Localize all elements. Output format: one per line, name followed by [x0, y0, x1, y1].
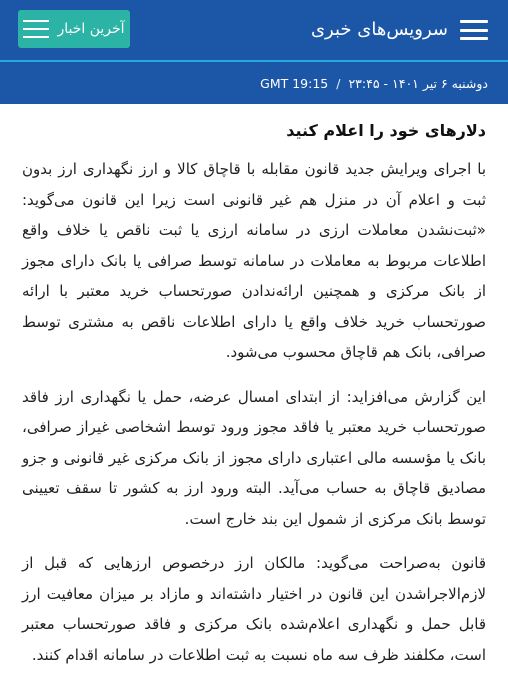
date-bar — [0, 62, 508, 104]
article-date: دوشنبه ۶ تیر ۱۴۰۱ - ۲۳:۴۵ — [348, 75, 488, 91]
article-paragraph-2: این گزارش می‌افزاید: از ابتدای امسال عرضه، حمل یا نگهداری ارز فاقد صورتحساب خرید معتبر یا فاقد مجوز ورود توسط اشخاصی غیراز صرافی، بانک یا مؤسسه مالی اعتباری دارای مجوز از بانک مرکزی غیر قانونی و جزو مصادیق قاچاق به حساب می‌آید. البته ورود ارز به کشور تا سقف تعیینی توسط بانک مرکزی از شمول این بند خارج است. — [22, 387, 486, 528]
gmt-time: GMT 19:15 — [260, 75, 329, 91]
latest-news-label: آخرین اخبار — [57, 21, 125, 37]
hamburger-lines-icon — [23, 20, 49, 38]
latest-news-button[interactable] — [18, 10, 130, 48]
service-title[interactable]: سرویس‌های خبری — [310, 19, 448, 40]
article-paragraph-1: با اجرای ویرایش جدید قانون مقابله با قاچاق کالا و ارز نگهداری ارز بدون ثبت و اعلام آن در منزل هم غیر قانونی است زیرا این قانون می‌گوید: «ثبت‌نشدن معاملات ارزی در سامانه ارزی یا ثبت ناقص یا خلاف واقع اطلاعات مربوط به معاملات در سامانه توسط صرافی یا بانک دارای مجوز از بانک مرکزی و همچنین ارائه‌ندادن صورتحساب خرید معتبر با ارائه صورتحساب خرید خلاف واقع یا دارای اطلاعات ناقص به مشتری توسط صرافی، بانک هم قاچاق محسوب می‌شود. — [22, 160, 486, 361]
article-content — [0, 118, 508, 670]
site-header — [0, 0, 508, 62]
article-paragraph-3: قانون به‌صراحت می‌گوید: مالکان ارز درخصوص ارزهایی که قبل از لازم‌الاجراشدن این قانون در اختیار داشته‌اند و مازاد بر میزان معافیت ارز قابل حمل و نگهداری اعلام‌شده بانک مرکزی و فاقد صورتحساب معتبر است، مکلفند ظرف سه ماه نسبت به ثبت اطلاعات در سامانه اقدام کنند. — [22, 554, 486, 664]
article-title: دلارهای خود را اعلام کنید — [286, 121, 486, 140]
hamburger-menu-icon[interactable] — [460, 20, 488, 40]
date-separator: / — [336, 75, 341, 91]
